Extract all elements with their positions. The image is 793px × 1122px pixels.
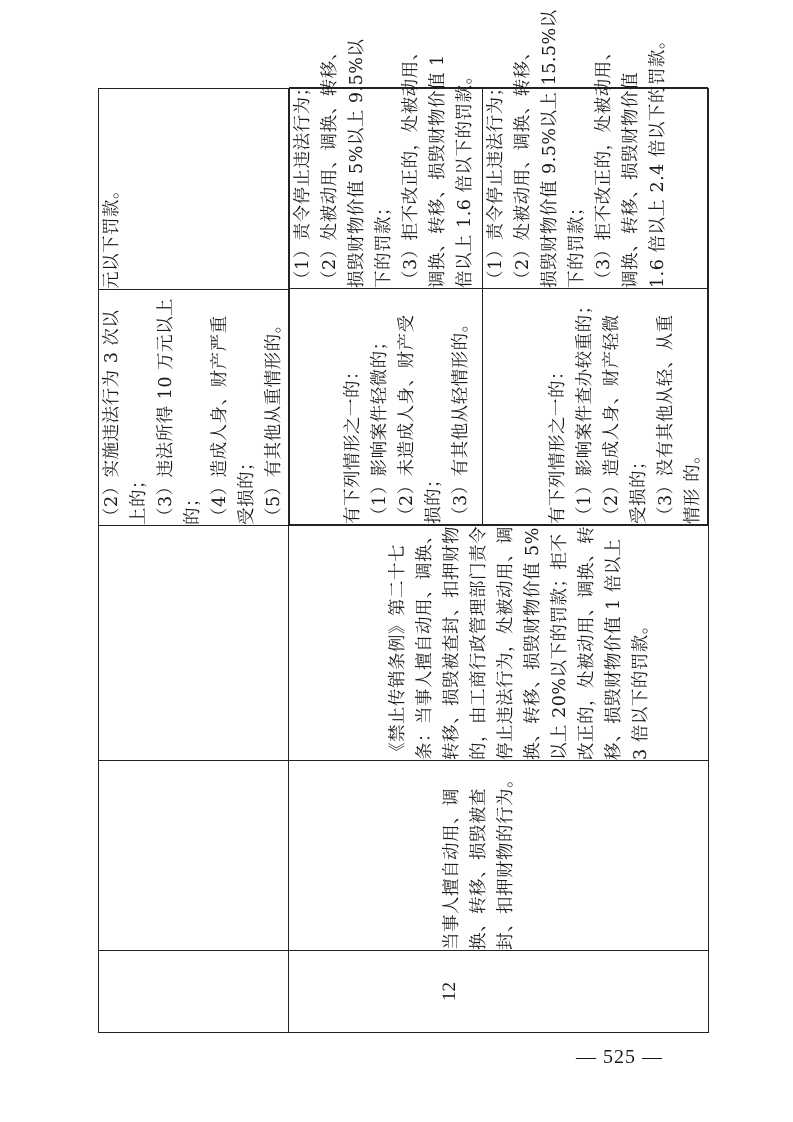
text-line: （3）有其他从轻情形的。 [451,314,471,524]
tiers-cell [289,9,709,526]
text-line: （4）造成人身、财产严重 [210,315,230,525]
text-line: 损毁财物价值 5%以上 9.5%以 [347,38,367,288]
tier-conditions-cell [290,289,483,525]
tier-row-medium [483,88,708,525]
text-line: （2）处被动用、调换、转移、 [320,42,340,288]
legal-basis-text: 《禁止传销条例》第二十七条：当事人擅自动用、调换、转移、损毁被查封、扣押财物的，由工商行政管理部门责令停止违法行为，处被动用、调换、转移、损毁财物价值 5%以上 20%以下的罚款；拒不改正的，处被动用、调换、转移、损毁财物价值 1 倍以上 3 倍以下的罚款。 [388,526,651,760]
text-line: 有下列情形之一的： [548,362,568,524]
tiers-table [289,9,708,525]
penalty-standard-table [98,9,709,1033]
text-line: （3）没有其他从轻、从重 [656,314,676,524]
text-line: 有下列情形之一的： [343,362,363,524]
table-row [289,89,709,1033]
tier-row-mild [290,88,483,525]
tier-conditions-cell [483,289,708,525]
text-line: （2）处被动用、调换、转移、 [513,42,533,288]
text-line: 受损的； [237,453,257,525]
behavior-cell [289,761,709,951]
penalty-text: 元以下罚款。 [102,181,122,289]
text-line: （2）造成人身、财产轻微 [602,314,622,524]
text-line: （2）未造成人身、财产受 [397,314,417,524]
basis-cell-empty [99,526,289,761]
legal-basis-cell [289,526,709,761]
text-line: （1）影响案件轻微的； [370,332,390,524]
number-cell-empty [99,951,289,1033]
text-line: （1）责令停止违法行为； [293,78,313,288]
tier-conditions-list [545,289,707,524]
conditions-cell [99,290,289,526]
rotated-table-wrapper [98,9,703,1033]
text-line: 调换、转移、损毁财物价值 [621,72,641,288]
text-line: 下的罚款； [374,198,394,288]
item-number-cell [289,951,709,1033]
behavior-text: 当事人擅自动用、调换、转移、损毁被查封、扣押财物的行为。 [442,770,516,950]
item-number: 12 [439,982,460,1001]
text-line: 上的； [129,471,149,525]
text-line: 下的罚款； [567,198,587,288]
text-line: （1）影响案件查办较重的； [575,296,595,524]
text-line: 损毁财物价值 9.5%以上 15.5%以 [540,9,560,288]
tier-penalty-cell [483,9,708,289]
text-line: （3）拒不改正的，处被动用、 [594,42,614,288]
text-line: 调换、转移、损毁财物价值 1 [428,54,448,288]
text-line: 情形 的。 [683,445,703,524]
text-line: 受损的； [629,452,649,524]
text-line: 的； [183,489,203,525]
conditions-list [99,290,288,525]
tier-penalty-cell [290,38,483,289]
tier-penalty-list [483,9,672,288]
text-line: 1.6 倍以上 2.4 倍以下的罚款。 [648,31,668,288]
text-line: （3）拒不改正的，处被动用、 [401,42,421,288]
page-number: — 525 — [576,1046,663,1068]
text-line: 倍以上 1.6 倍以下的罚款。 [455,66,475,288]
text-line: 损的； [424,470,444,524]
tier-penalty-list [290,38,479,288]
table-row [99,89,289,1033]
text-line: （2）实施违法行为 3 次以 [102,309,122,525]
tier-conditions-list [340,289,475,524]
text-line: （5）有其他从重情形的。 [264,315,284,525]
text-line: （1）责令停止违法行为； [486,78,506,288]
penalty-cell [99,89,289,290]
behavior-cell-empty [99,761,289,951]
text-line: （3）违法所得 10 万元以上 [156,297,176,525]
